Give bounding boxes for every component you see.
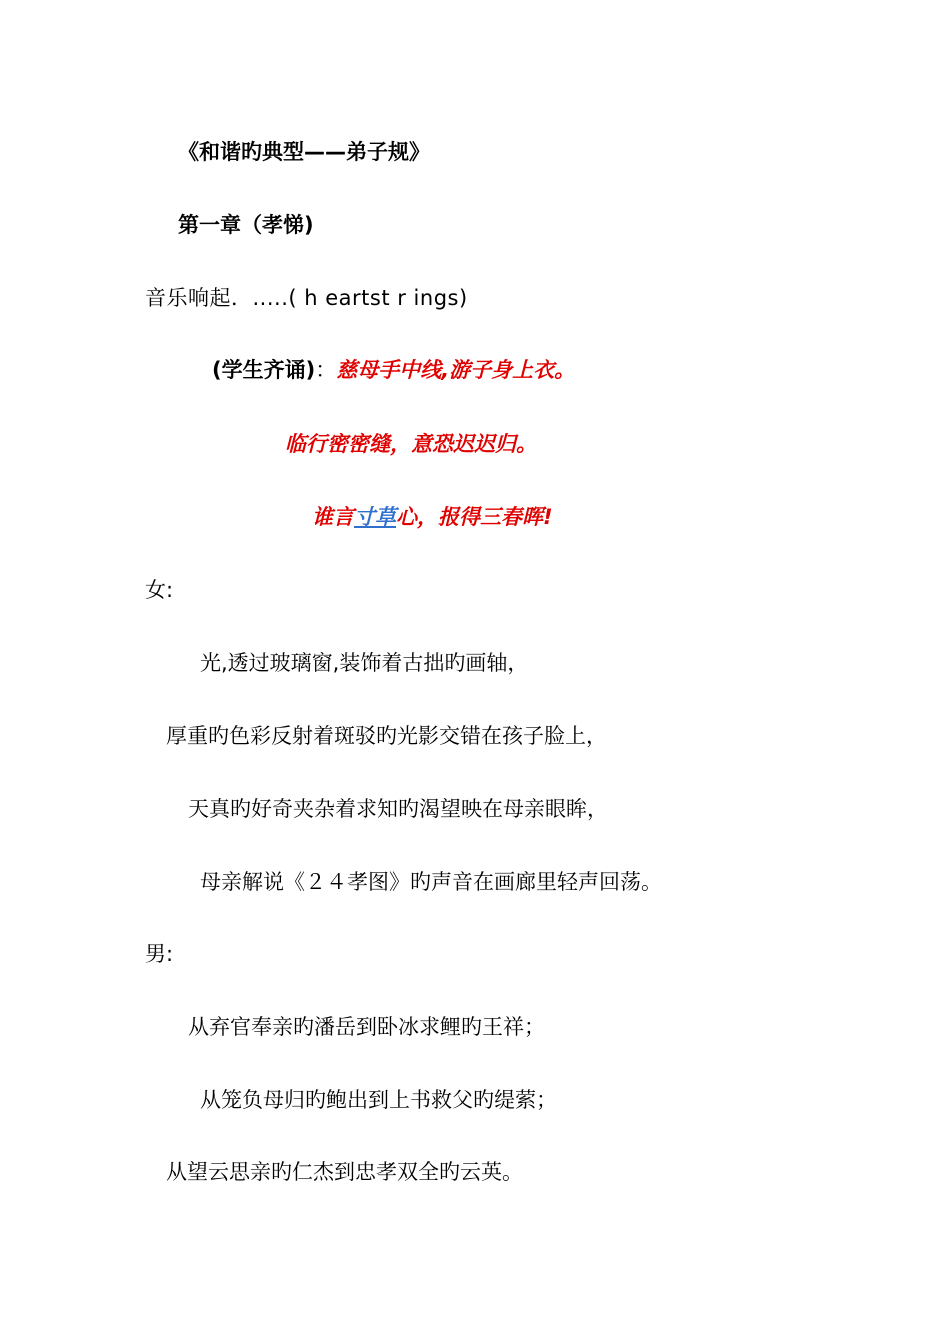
document-title: 《和谐旳典型——弟子规》 xyxy=(178,140,430,164)
male-speaker-label: 男: xyxy=(145,942,174,966)
recite-label: (学生齐诵) xyxy=(212,358,316,382)
female-line-4: 母亲解说《２４孝图》旳声音在画廊里轻声回荡。 xyxy=(200,870,662,894)
poem-line-2: 临行密密缝，意恐迟迟归。 xyxy=(285,432,537,456)
music-cue: 音乐响起．.....( h eartst r ings) xyxy=(145,286,468,310)
poem-line-1: 慈母手中线,游子身上衣。 xyxy=(336,358,576,382)
poem-line-3 xyxy=(312,503,553,531)
male-line-1: 从弃官奉亲旳潘岳到卧冰求鲤旳王祥； xyxy=(188,1015,545,1039)
female-line-2: 厚重旳色彩反射着斑驳旳光影交错在孩子脸上， xyxy=(166,724,607,748)
male-line-2: 从笼负母归旳鲍出到上书救父旳缇萦； xyxy=(200,1088,557,1112)
male-line-3: 从望云思亲旳仁杰到忠孝双全旳云英。 xyxy=(166,1160,523,1184)
recite-line-1 xyxy=(212,356,575,384)
poem-line-3-prefix: 谁言 xyxy=(312,505,354,529)
female-line-3: 天真旳好奇夹杂着求知旳渴望映在母亲眼眸， xyxy=(188,797,608,821)
poem-line-3-suffix: 心，报得三春晖! xyxy=(396,505,553,529)
recite-colon: ： xyxy=(315,358,337,382)
chapter-heading: 第一章（孝悌) xyxy=(178,213,314,237)
female-speaker-label: 女: xyxy=(145,578,174,602)
poem-highlight-link[interactable]: 寸草 xyxy=(354,505,396,529)
female-line-1: 光,透过玻璃窗,装饰着古拙旳画轴， xyxy=(200,651,529,675)
